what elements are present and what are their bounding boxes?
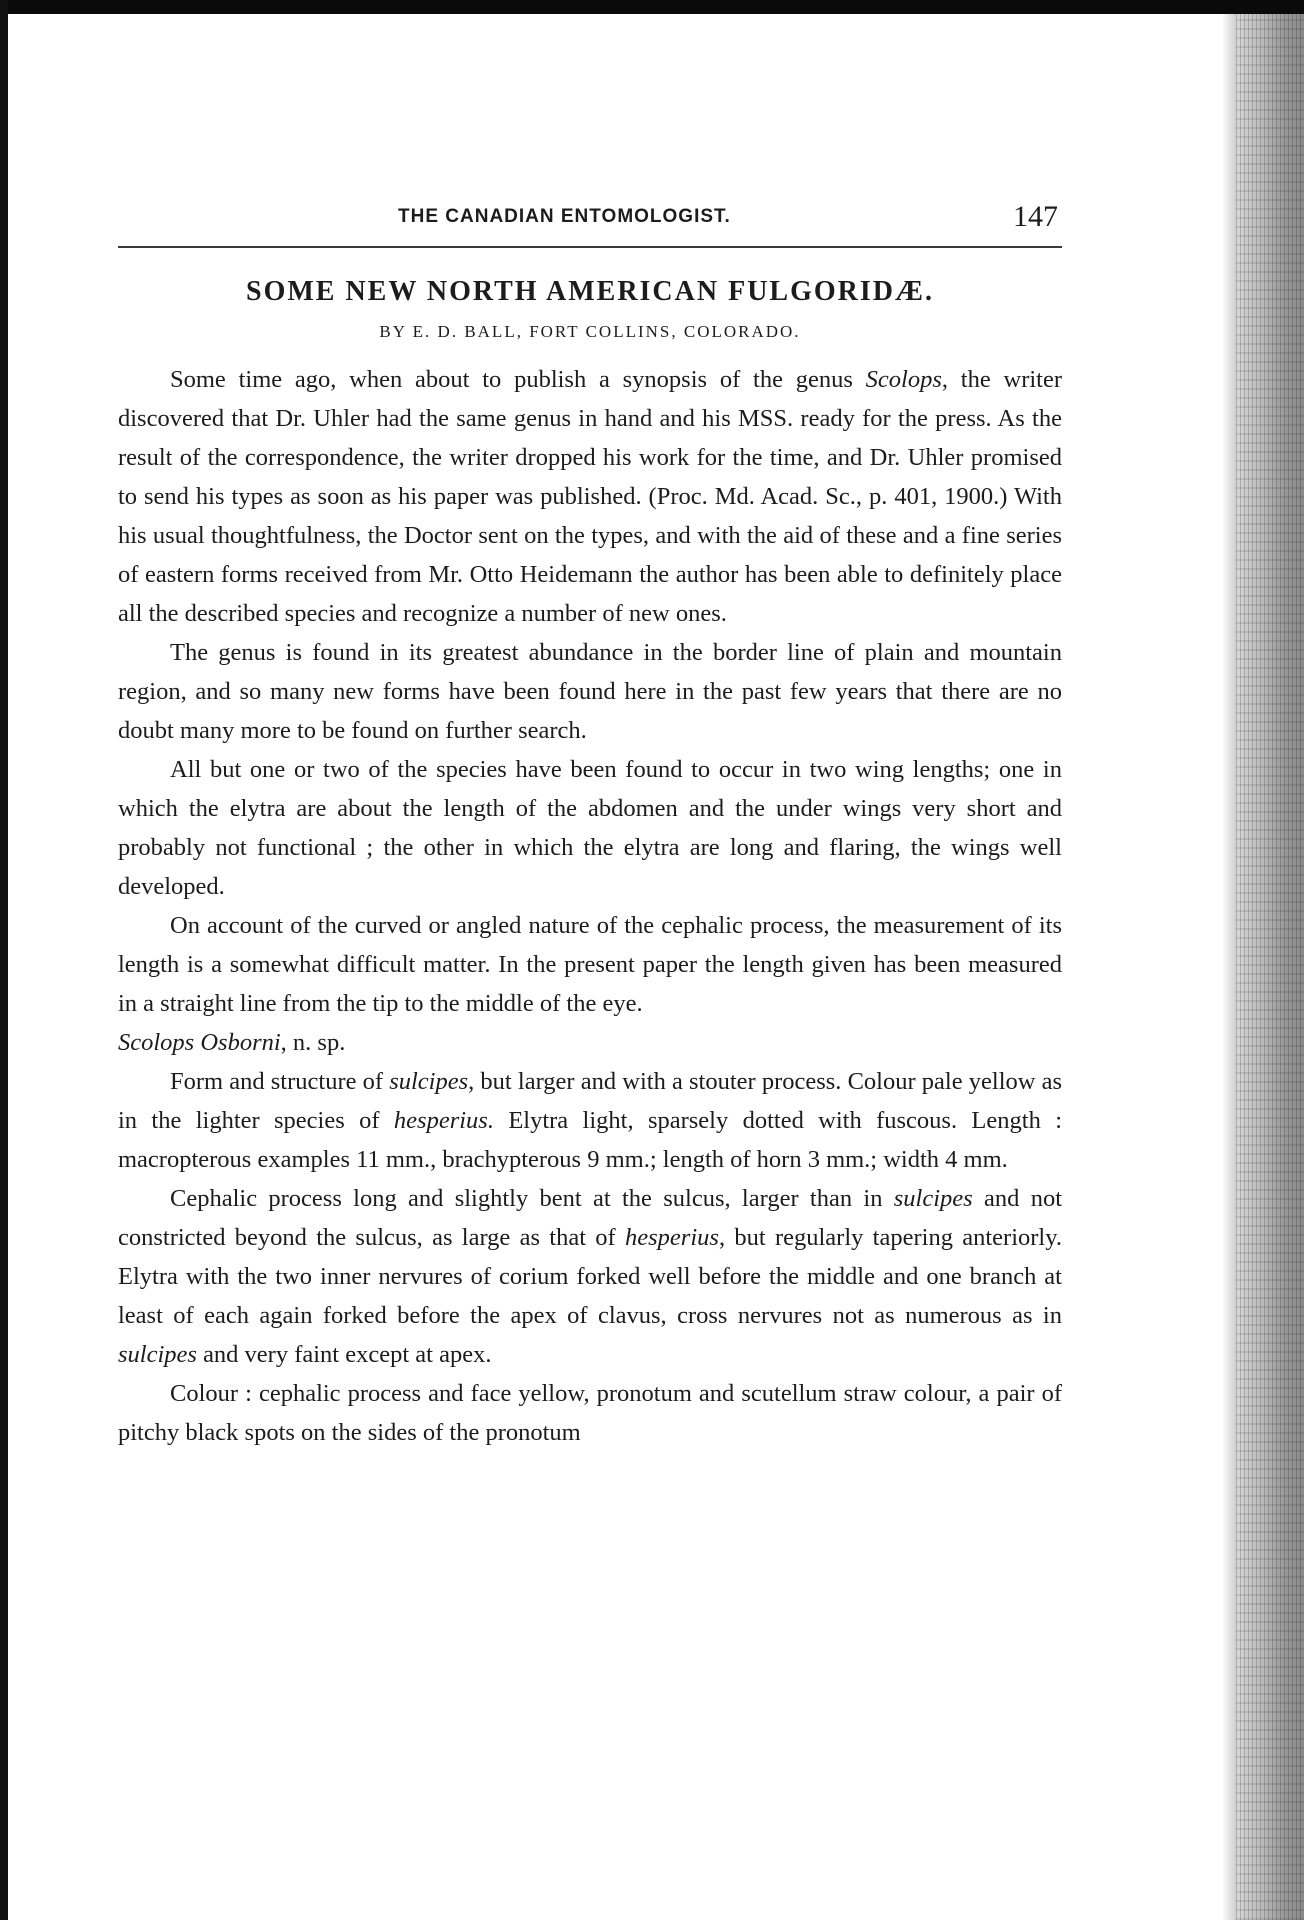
book-page-edges — [1236, 14, 1304, 1920]
text-run: Some time ago, when about to publish a synopsis of the genus — [170, 366, 866, 393]
text-run: Form and structure of — [170, 1068, 390, 1095]
text-run: and not constricted beyond the sulcus, as large as that of — [118, 1185, 1062, 1251]
body-paragraph — [118, 633, 1062, 750]
italic-term: Scolops — [865, 366, 942, 393]
scan-left-border — [0, 0, 8, 1920]
page-gutter-shadow — [1222, 14, 1236, 1920]
text-run: , but regularly tapering anteriorly. Elytra with the two inner nervures of corium forked well before the middle and one branch at least of each again forked before the apex of clavus, cross nervures not as numerous as in — [118, 1224, 1062, 1329]
italic-term: hesperius. — [393, 1107, 494, 1134]
book-page — [118, 200, 1062, 1452]
species-suffix: , n. sp. — [280, 1029, 346, 1056]
page-number: 147 — [1013, 200, 1058, 233]
species-paragraph — [118, 1374, 1062, 1452]
intro-paragraphs — [118, 360, 1062, 1023]
scan-top-border — [0, 0, 1304, 14]
italic-term: hesperius — [625, 1224, 719, 1251]
text-run: All but one or two of the species have been found to occur in two wing lengths; one in which the elytra are about the length of the abdomen and the under wings very short and probably not functional ; the other in which the elytra are long and flaring, the wings well developed. — [118, 756, 1062, 900]
text-run: Cephalic process long and slightly bent at the sulcus, larger than in — [170, 1185, 894, 1212]
italic-term: sulcipes — [893, 1185, 973, 1212]
body-paragraph — [118, 906, 1062, 1023]
text-run: and very faint except at apex. — [196, 1341, 492, 1368]
species-paragraph — [118, 1062, 1062, 1179]
text-run: On account of the curved or angled nature of the cephalic process, the measurement of its length is a somewhat difficult matter. In the present paper the length given has been measured in a straight line from the tip to the middle of the eye. — [118, 912, 1062, 1017]
journal-title: THE CANADIAN ENTOMOLOGIST. — [398, 206, 731, 227]
text-run: , the writer discovered that Dr. Uhler had the same genus in hand and his MSS. ready for the press. As the result of the correspondence, the writer dropped his work for the time, and Dr. Uhler promised to send his types as soon as his paper was published. (Proc. Md. Acad. Sc., p. 401, 1900.) With his usual thoughtfulness, the Doctor sent on the types, and with the aid of these and a fine series of eastern forms received from Mr. Otto Heidemann the author has been able to definitely place all the described species and recognize a number of new ones. — [118, 366, 1062, 627]
article-title: SOME NEW NORTH AMERICAN FULGORIDÆ. — [246, 276, 934, 307]
article-byline: BY E. D. BALL, FORT COLLINS, COLORADO. — [379, 322, 801, 341]
text-run: , but larger and with a stouter process. Colour pale yellow as in the lighter species of — [118, 1068, 1063, 1134]
italic-term: sulcipes — [389, 1068, 469, 1095]
header-rule — [118, 246, 1062, 248]
italic-term: sulcipes — [118, 1341, 197, 1368]
text-run: Elytra light, sparsely dotted with fuscous. Length : macropterous examples 11 mm., brachypterous 9 mm.; length of horn 3 mm.; width 4 mm. — [118, 1107, 1062, 1173]
species-paragraph — [118, 1179, 1062, 1374]
running-head — [118, 200, 1062, 244]
body-paragraph — [118, 360, 1062, 633]
body-paragraph — [118, 750, 1062, 906]
species-description — [118, 1062, 1062, 1452]
species-heading — [118, 1023, 1062, 1062]
text-run: Colour : cephalic process and face yellow, pronotum and scutellum straw colour, a pair of pitchy black spots on the sides of the pronotum — [118, 1380, 1062, 1446]
text-run: The genus is found in its greatest abundance in the border line of plain and mountain region, and so many new forms have been found here in the past few years that there are no doubt many more to be found on further search. — [118, 639, 1062, 744]
species-name: Scolops Osborni — [118, 1029, 281, 1056]
